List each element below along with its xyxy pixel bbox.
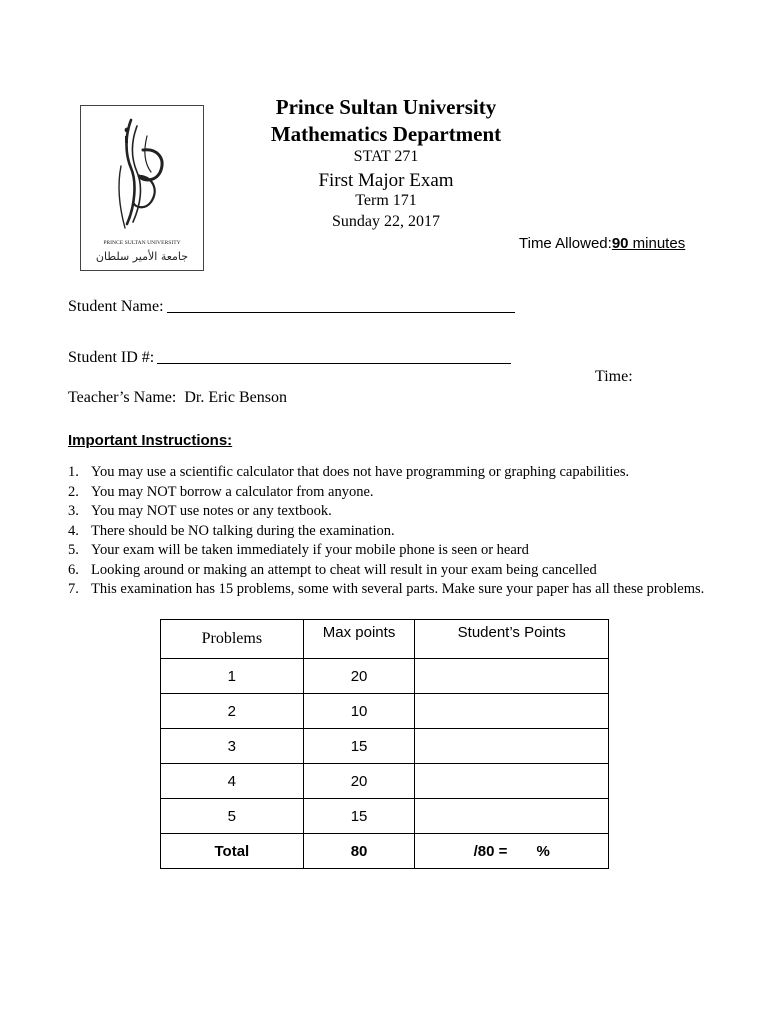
problem-number: 2	[161, 694, 304, 729]
instruction-item: 7. This examination has 15 problems, some with several parts. Make sure your paper has all these problems.	[68, 581, 705, 597]
max-points: 15	[303, 729, 415, 764]
exam-date: Sunday 22, 2017	[332, 213, 440, 230]
student-points-cell[interactable]	[415, 764, 609, 799]
logo-caption: PRINCE SULTAN UNIVERSITY	[103, 240, 181, 246]
student-points-cell[interactable]	[415, 729, 609, 764]
teacher-row	[68, 389, 287, 407]
student-id-label: Student ID #:	[68, 349, 155, 366]
score-table	[160, 619, 609, 869]
time-allowed-label: Time Allowed:	[519, 235, 612, 252]
instructions-list	[68, 463, 708, 600]
logo-arabic-text: جامعة الأمير سلطان	[95, 250, 189, 263]
instruction-item: 3. You may NOT use notes or any textbook.	[68, 503, 332, 519]
table-row	[161, 729, 609, 764]
student-points-cell[interactable]	[415, 694, 609, 729]
max-points: 15	[303, 799, 415, 834]
university-logo	[80, 105, 204, 271]
problem-number: 1	[161, 659, 304, 694]
student-id-field[interactable]	[157, 347, 511, 364]
table-row	[161, 764, 609, 799]
problem-number: 4	[161, 764, 304, 799]
instruction-item: 6. Looking around or making an attempt to cheat will result in your exam being cancelled	[68, 561, 597, 578]
total-max-points: 80	[303, 834, 415, 869]
university-name: Prince Sultan University	[275, 95, 497, 119]
term: Term 171	[355, 192, 417, 209]
instruction-item: 5. Your exam will be taken immediately if your mobile phone is seen or heard	[68, 542, 529, 558]
instruction-item: 4. There should be NO talking during the examination.	[68, 522, 395, 539]
problem-number: 3	[161, 729, 304, 764]
total-label: Total	[161, 834, 304, 869]
max-points: 10	[303, 694, 415, 729]
department-name: Mathematics Department	[270, 122, 502, 146]
student-points-cell[interactable]	[415, 799, 609, 834]
table-total-row	[161, 834, 609, 869]
problem-number: 5	[161, 799, 304, 834]
table-header-row	[161, 620, 609, 659]
instructions-heading: Important Instructions:	[68, 432, 233, 449]
max-points: 20	[303, 764, 415, 799]
student-points-cell[interactable]	[415, 659, 609, 694]
teacher-name: Dr. Eric Benson	[184, 389, 287, 406]
time-allowed-value: 90	[611, 235, 629, 252]
teacher-label: Teacher’s Name:	[68, 389, 177, 406]
table-row	[161, 799, 609, 834]
exam-title: First Major Exam	[318, 170, 454, 191]
total-student-points[interactable]: /80 = %	[415, 834, 609, 869]
time-label: Time:	[595, 368, 633, 385]
header-student-points: Student’s Points	[415, 620, 609, 659]
instruction-item: 1. You may use a scientific calculator that does not have programming or graphing capabilities.	[68, 464, 630, 480]
calligraphy-emblem-icon	[81, 106, 203, 270]
student-name-label: Student Name:	[68, 298, 164, 315]
max-points: 20	[303, 659, 415, 694]
time-allowed-unit: minutes	[628, 235, 686, 252]
student-id-row	[68, 347, 511, 367]
instruction-item: 2. You may NOT borrow a calculator from anyone.	[68, 483, 374, 500]
header-problems: Problems	[161, 620, 304, 659]
course-code: STAT 271	[353, 148, 419, 165]
header-max-points: Max points	[303, 620, 415, 659]
table-row	[161, 694, 609, 729]
table-row	[161, 659, 609, 694]
student-name-row	[68, 296, 515, 316]
student-name-field[interactable]	[167, 296, 515, 313]
time-allowed	[519, 235, 685, 252]
